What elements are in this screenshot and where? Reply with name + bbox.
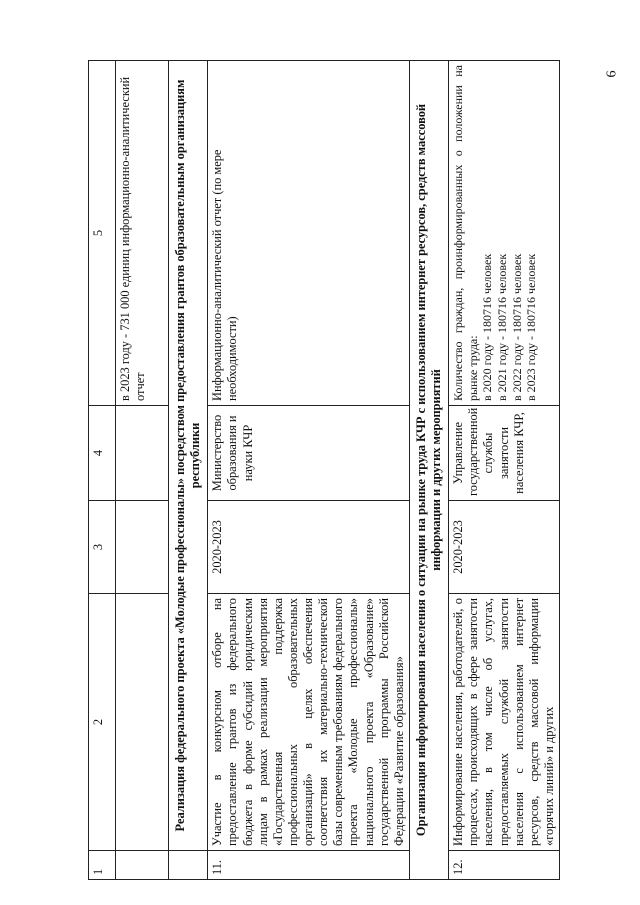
- col-header-4: 4: [89, 406, 116, 501]
- table-row-11: [208, 61, 410, 880]
- cell: [169, 851, 208, 880]
- plan-table: [88, 60, 560, 880]
- col-header-2: 2: [89, 594, 116, 851]
- result-year: в 2020 году - 180716 человек: [480, 253, 495, 401]
- table-row-12: [449, 61, 560, 880]
- period: 2020-2023: [449, 501, 560, 594]
- col-header-3: 3: [89, 501, 116, 594]
- col-header-5: 5: [89, 61, 116, 406]
- cell: [116, 594, 169, 851]
- continuation-row: [116, 61, 169, 880]
- section-row-1: [169, 61, 208, 880]
- section-title-1: Реализация федерального проекта «Молодые профессионалы» посредством предоставления грантов образовательным организациям республики: [169, 61, 208, 851]
- result-year: в 2021 году - 180716 человек: [495, 253, 509, 401]
- section-title-2: Организация информирования населения о ситуации на рынке труда КЧР с использованием интернет ресурсов, средств массовой информации и других мероприятий: [409, 61, 448, 880]
- page-number: 6: [604, 70, 620, 78]
- period: 2020-2023: [208, 501, 410, 594]
- section-row-2: [409, 61, 448, 880]
- result: [449, 61, 560, 406]
- result-intro: Количество граждан, проинформированных о положении на рынке труда:: [451, 65, 480, 401]
- result-year: в 2023 году - 180716 человек: [524, 253, 539, 401]
- executor: Управление государственной службы занятости населения КЧР,: [449, 406, 560, 501]
- header-row: [89, 61, 116, 880]
- result-year: в 2022 году - 180716 человек: [509, 253, 524, 401]
- row-number: 12.: [449, 851, 560, 880]
- cell: [116, 501, 169, 594]
- row-number: 11.: [208, 851, 410, 880]
- continuation-result: в 2023 году - 731 000 единиц информационно-аналитический отчет: [116, 61, 169, 406]
- executor: Министерство образования и науки КЧР: [208, 406, 410, 501]
- result: Информационно-аналитический отчет (по мере необходимости): [208, 61, 410, 406]
- cell: [116, 851, 169, 880]
- rotated-table-sheet: [88, 60, 620, 880]
- cell: [116, 406, 169, 501]
- col-header-1: 1: [89, 851, 116, 880]
- activity-text: Участие в конкурсном отборе на предоставление грантов из федерального бюджета в форме субсидий юридическим лицам в рамках реализации мероприятия «Государственная поддержка профессиональных образовательных организаций» в целях обеспечения соответствия их материально-технической базы современным требованиям федерального проекта «Молодые профессионалы» национального проекта «Образование» государственной программы Российской Федерации «Развитие образования»: [208, 594, 410, 851]
- activity-text: Информирование населения, работодателей, о процессах, происходящих в сфере занятости населения, в том числе об услугах, предоставляемых службой занятости населения с использованием интернет ресурсов, средств массовой информации «горячих линий» и других: [449, 594, 560, 851]
